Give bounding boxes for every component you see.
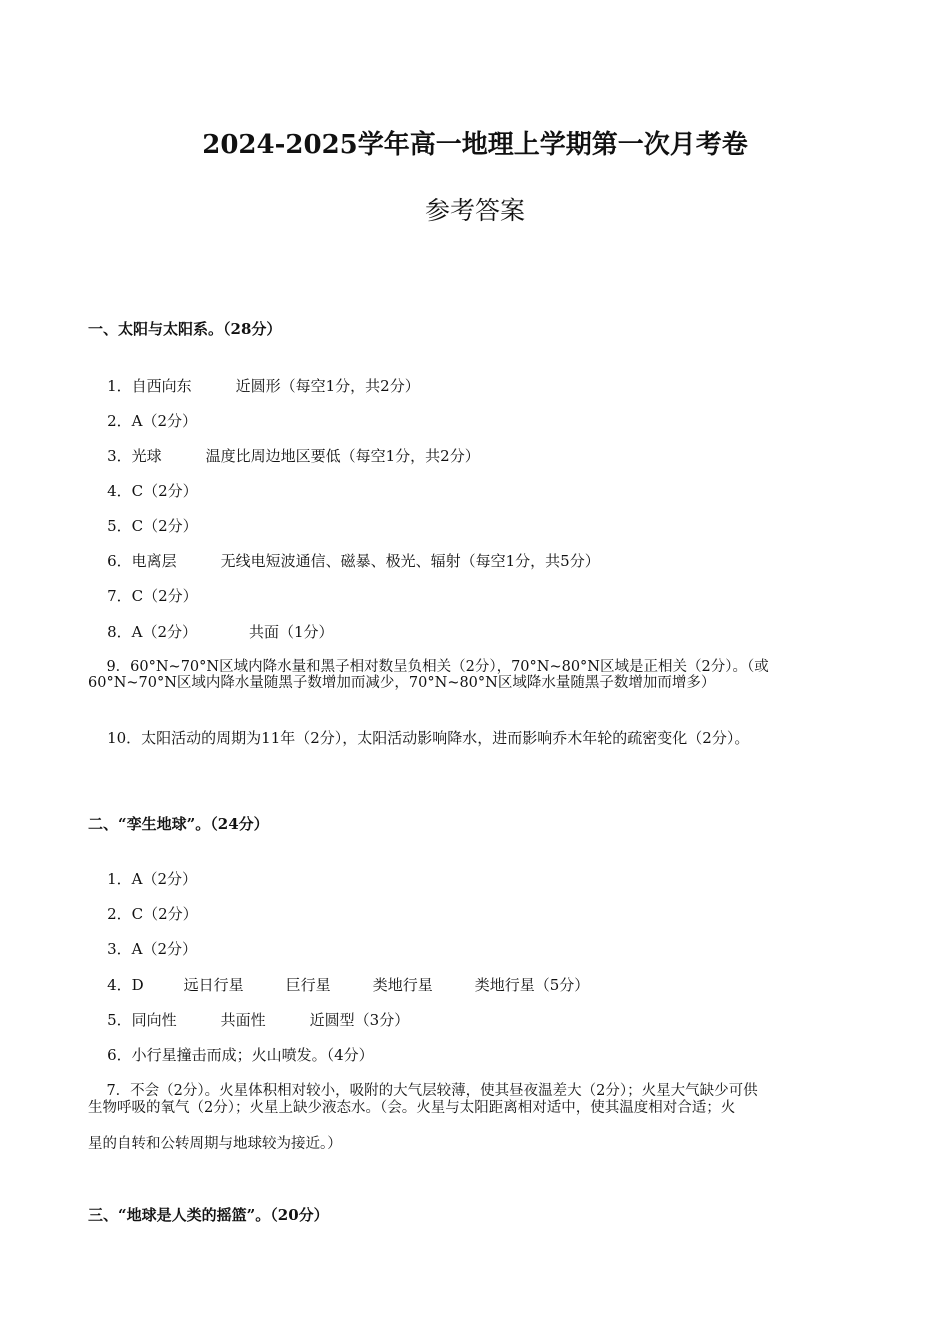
page-title: 2024-2025学年高一地理上学期第一次月考卷 [202, 130, 748, 160]
answer-line-continued: 生物呼吸的氧气（2分）；火星上缺少液态水。（会。火星与太阳距离相对适中，使其温度相对合适；火 [88, 1100, 736, 1116]
answer-part: 无线电短波通信、磁暴、极光、辐射（每空1分，共5分） [220, 552, 600, 570]
answer-part: D [131, 976, 144, 994]
item-number: 9． [106, 659, 131, 675]
item-number: 6． [107, 1046, 132, 1064]
item-number: 3． [107, 940, 132, 958]
answer-part: 太阳活动的周期为11年（2分），太阳活动影响降水，进而影响乔木年轮的疏密变化（2分）。 [141, 729, 750, 747]
answer-part: 不会（2分）。火星体积相对较小，吸附的大气层较薄，使其昼夜温差大（2分）；火星大气缺少可供 [130, 1083, 758, 1099]
answer-part: 类地行星（5分） [474, 976, 590, 994]
answer-part: 电离层 [131, 552, 177, 570]
answer-part: 同向性 [131, 1011, 177, 1029]
section-heading-3: 三、“地球是人类的摇篮”。（20分） [88, 1206, 329, 1224]
item-number: 7． [107, 587, 132, 605]
answer-line [88, 708, 749, 768]
answer-part: 共面性 [220, 1011, 266, 1029]
answer-part: C（2分） [131, 587, 198, 605]
item-number: 7． [106, 1083, 131, 1099]
item-number: 10． [107, 729, 142, 747]
answer-part: C（2分） [131, 482, 198, 500]
item-number: 6． [107, 552, 132, 570]
answer-part: 60°N~70°N区域内降水量和黑子相对数呈负相关（2分），70°N~80°N区域是正相关（2分）。（或 [130, 659, 769, 675]
answer-part: 光球 [131, 447, 162, 465]
answer-part: 小行星撞击而成；火山喷发。（4分） [131, 1046, 374, 1064]
section-heading-2: 二、“孪生地球”。（24分） [88, 815, 269, 833]
answer-part: C（2分） [131, 517, 198, 535]
item-number: 8． [107, 623, 132, 641]
item-number: 4． [107, 482, 132, 500]
item-number: 5． [107, 517, 132, 535]
item-number: 5． [107, 1011, 132, 1029]
answer-part: 远日行星 [183, 976, 244, 994]
answer-line-continued: 星的自转和公转周期与地球较为接近。） [88, 1136, 342, 1152]
answer-part: 巨行星 [285, 976, 331, 994]
item-number: 1． [107, 377, 132, 395]
item-number: 2． [107, 905, 132, 923]
item-number: 4． [107, 976, 132, 994]
answer-part: 共面（1分） [249, 623, 334, 641]
answer-part: 类地行星 [372, 976, 433, 994]
answer-part: 近圆形（每空1分，共2分） [235, 377, 420, 395]
answer-part: A（2分） [131, 870, 198, 888]
answer-part: A（2分） [131, 940, 198, 958]
item-number: 1． [107, 870, 132, 888]
answer-part: A（2分） [131, 412, 198, 430]
answer-part: 温度比周边地区要低（每空1分，共2分） [205, 447, 480, 465]
answer-part: A（2分） [131, 623, 198, 641]
answer-part: 自西向东 [131, 377, 192, 395]
answer-part: C（2分） [131, 905, 198, 923]
page-subtitle: 参考答案 [424, 196, 525, 225]
item-number: 3． [107, 447, 132, 465]
answer-line-continued: 60°N~70°N区域内降水量随黑子数增加而减少，70°N~80°N区域降水量随黑子数增加而增多） [88, 675, 716, 691]
section-heading-1: 一、太阳与太阳系。（28分） [88, 320, 282, 338]
answer-part: 近圆型（3分） [309, 1011, 410, 1029]
item-number: 2． [107, 412, 132, 430]
